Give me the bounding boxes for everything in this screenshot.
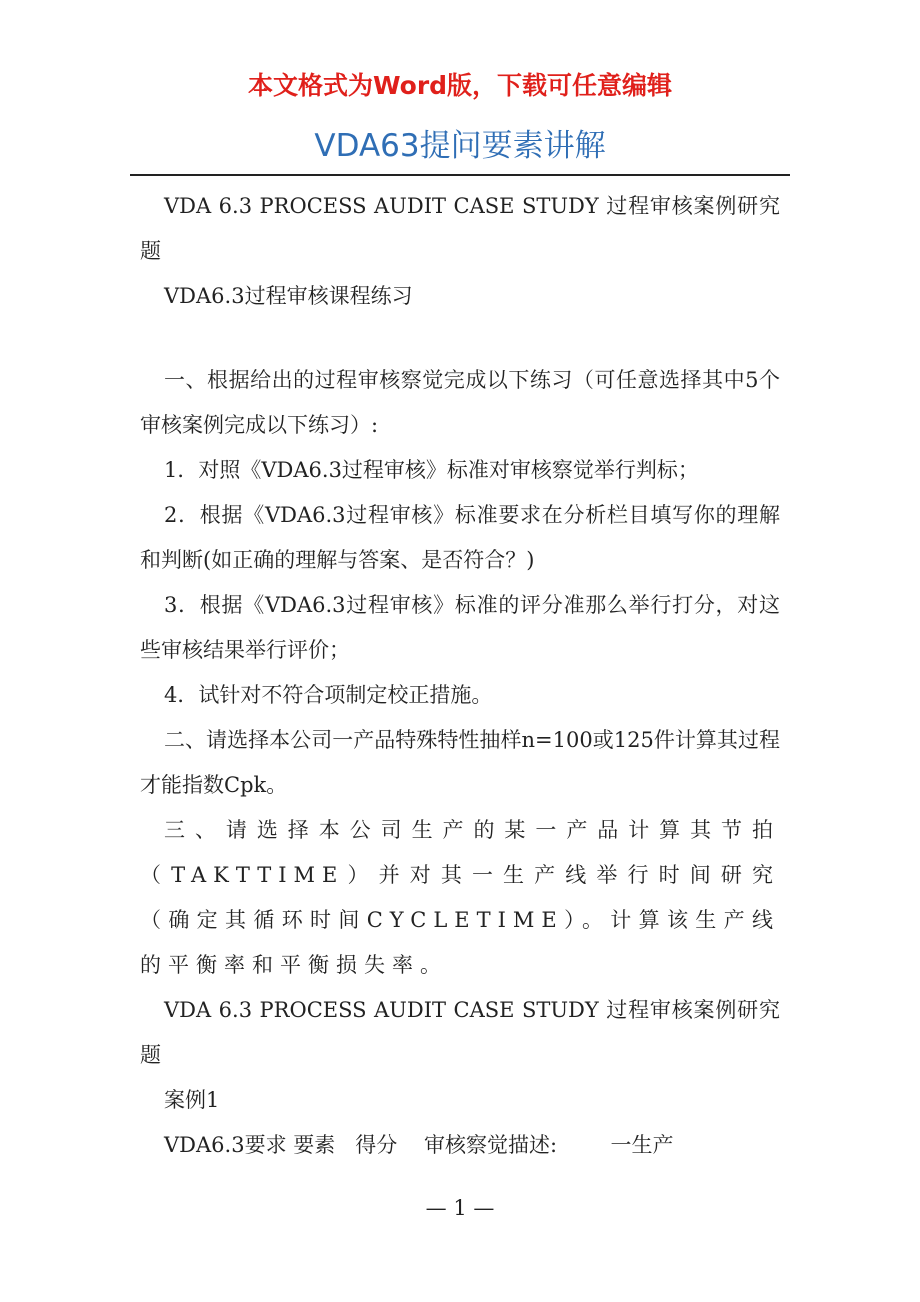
paragraph-course-exercise: VDA6.3过程审核课程练习	[164, 284, 413, 308]
document-body	[140, 184, 780, 1168]
document-title: VDA63提问要素讲解	[314, 128, 606, 164]
page-number: — 1 —	[425, 1196, 495, 1220]
title-divider	[130, 174, 790, 176]
paragraph-case-study-heading: VDA 6.3 PROCESS AUDIT CASE STUDY 过程审核案例研究题	[140, 194, 780, 263]
paragraph-section-two: 二、请选择本公司一产品特殊特性抽样n=100或125件计算其过程才能指数Cpk。	[140, 728, 780, 797]
paragraph-section-three: 三、请选择本公司生产的某一产品计算其节拍（TAKTTIME）并对其一生产线举行时间研究（确定其循环时间CYCLETIME）。计算该生产线的平衡率和平衡损失率。	[140, 818, 780, 977]
paragraph-item-4: 4．试针对不符合项制定校正措施。	[164, 683, 493, 707]
paragraph-case-1: 案例1	[164, 1088, 220, 1112]
download-banner: 本文格式为Word版，下载可任意编辑	[247, 71, 673, 100]
paragraph-item-1: 1．对照《VDA6.3过程审核》标准对审核察觉举行判标；	[164, 458, 699, 482]
paragraph-item-2: 2．根据《VDA6.3过程审核》标准要求在分析栏目填写你的理解和判断(如正确的理解与答案、是否符合？)	[140, 503, 780, 572]
paragraph-case-study-heading-repeat: VDA 6.3 PROCESS AUDIT CASE STUDY 过程审核案例研究题	[140, 998, 780, 1067]
paragraph-item-3: 3．根据《VDA6.3过程审核》标准的评分准那么举行打分，对这些审核结果举行评价；	[140, 593, 780, 662]
paragraph-section-one: 一、根据给出的过程审核察觉完成以下练习（可任意选择其中5个审核案例完成以下练习）:	[140, 368, 780, 437]
paragraph-table-header: VDA6.3要求 要素 得分 审核察觉描述: 一生产	[164, 1133, 674, 1157]
